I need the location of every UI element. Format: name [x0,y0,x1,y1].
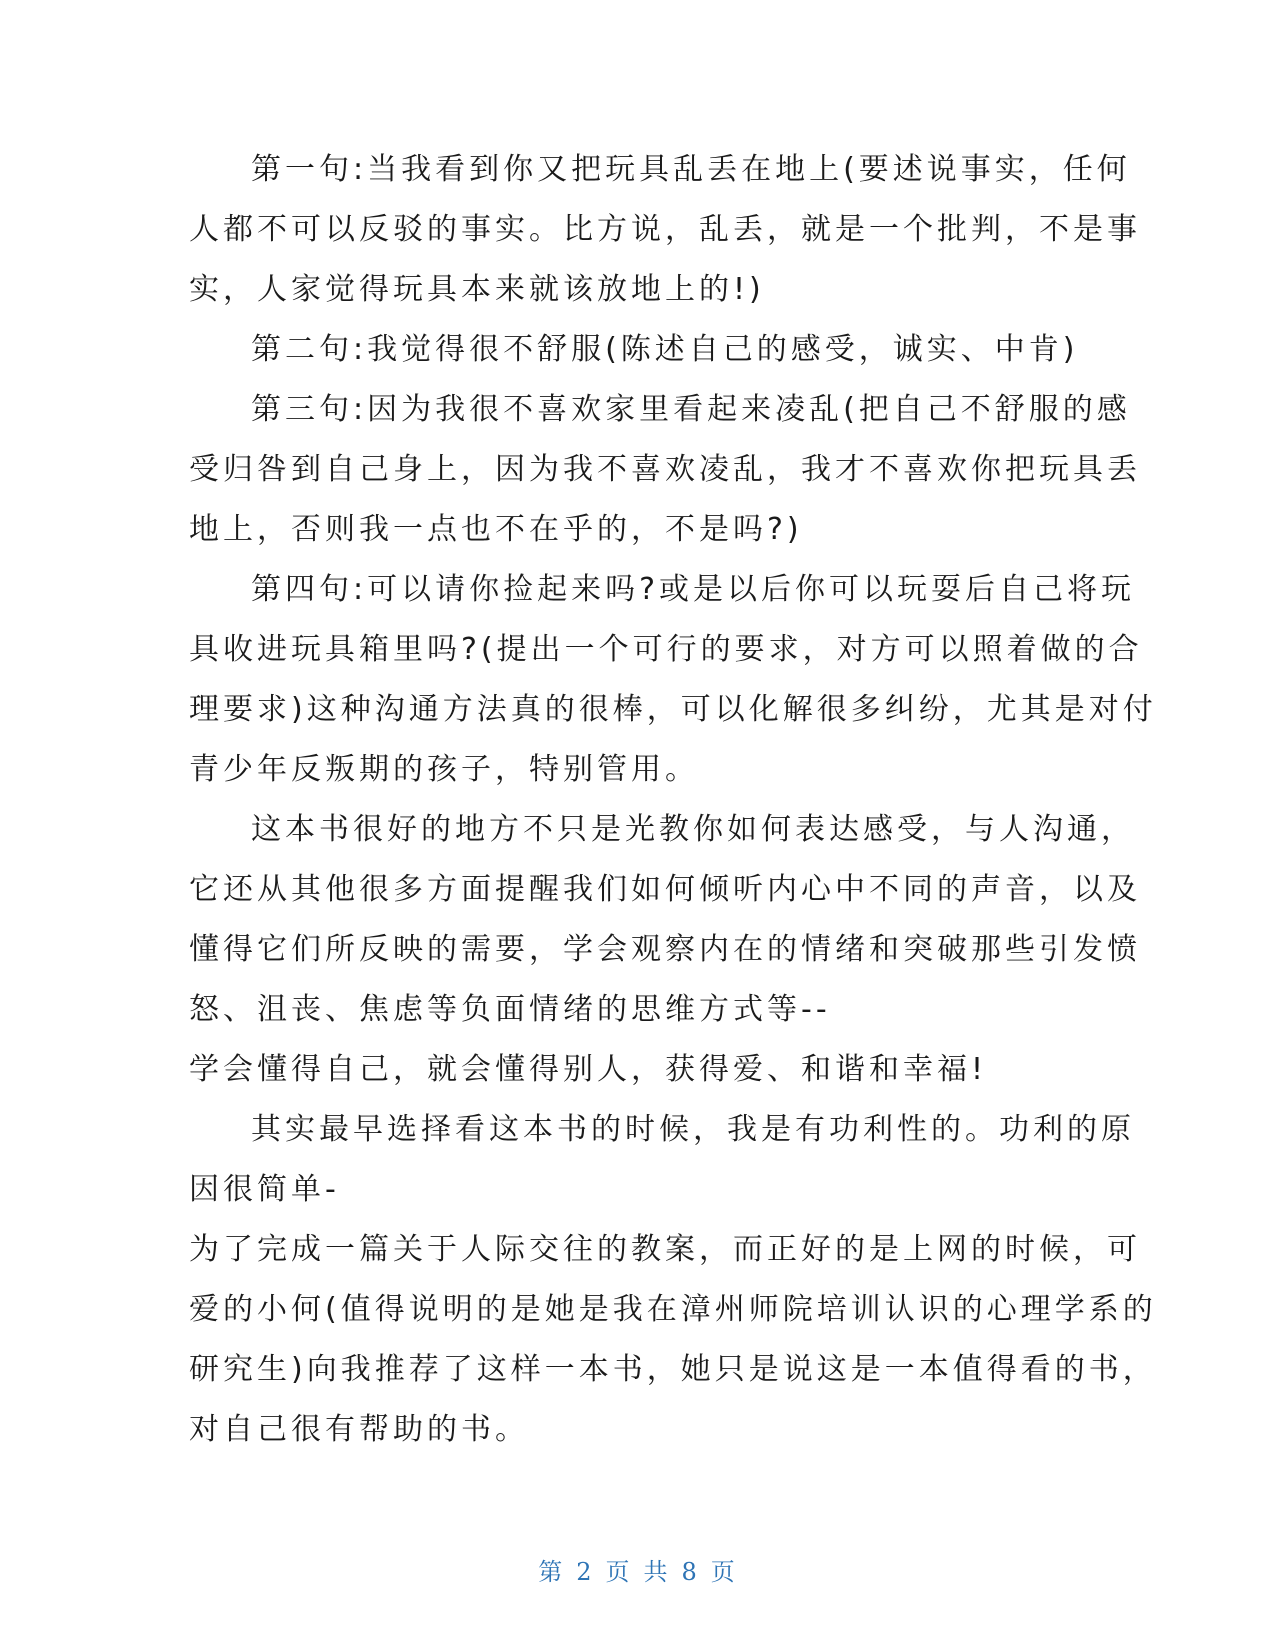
current-page-number: 2 [576,1558,594,1586]
text-line: 其实最早选择看这本书的时候，我是有功利性的。功利的原 [251,1112,1135,1147]
footer-suffix: 页 [710,1558,737,1586]
text-line: 为了完成一篇关于人际交往的教案，而正好的是上网的时候，可 [189,1232,1141,1267]
text-line: 这本书很好的地方不只是光教你如何表达感受，与人沟通， [251,812,1135,847]
text-line: 受归咎到自己身上，因为我不喜欢凌乱，我才不喜欢你把玩具丢 [189,452,1141,487]
text-line: 怒、沮丧、焦虑等负面情绪的思维方式等-- [189,992,831,1027]
text-line: 因很简单- [189,1172,340,1207]
text-line: 地上，否则我一点也不在乎的，不是吗?) [189,512,803,547]
footer-prefix: 第 [538,1558,565,1586]
text-line: 第一句:当我看到你又把玩具乱丢在地上(要述说事实，任何 [251,152,1131,187]
text-line: 对自己很有帮助的书。 [189,1412,529,1447]
document-body [189,140,1157,1460]
text-line: 实，人家觉得玩具本来就该放地上的!) [189,272,765,307]
text-line: 青少年反叛期的孩子，特别管用。 [189,752,699,787]
text-line: 第四句:可以请你捡起来吗?或是以后你可以玩耍后自己将玩 [251,572,1136,607]
page-footer [0,1552,1275,1587]
text-line: 第二句:我觉得很不舒服(陈述自己的感受，诚实、中肯) [251,332,1079,367]
text-line: 研究生)向我推荐了这样一本书，她只是说这是一本值得看的书， [189,1352,1157,1387]
text-line: 懂得它们所反映的需要，学会观察内在的情绪和突破那些引发愤 [189,932,1141,967]
text-line: 第三句:因为我很不喜欢家里看起来凌乱(把自己不舒服的感 [251,392,1131,427]
footer-total-prefix: 共 [643,1558,670,1586]
text-line: 爱的小何(值得说明的是她是我在漳州师院培训认识的心理学系的 [189,1292,1157,1327]
total-page-count: 8 [681,1558,699,1586]
text-line: 理要求)这种沟通方法真的很棒，可以化解很多纠纷，尤其是对付 [189,692,1157,727]
text-line: 人都不可以反驳的事实。比方说，乱丢，就是一个批判，不是事 [189,212,1141,247]
text-line: 学会懂得自己，就会懂得别人，获得爱、和谐和幸福! [189,1052,988,1087]
text-line: 具收进玩具箱里吗?(提出一个可行的要求，对方可以照着做的合 [189,632,1143,667]
footer-page-word: 页 [605,1558,632,1586]
text-line: 它还从其他很多方面提醒我们如何倾听内心中不同的声音，以及 [189,872,1141,907]
